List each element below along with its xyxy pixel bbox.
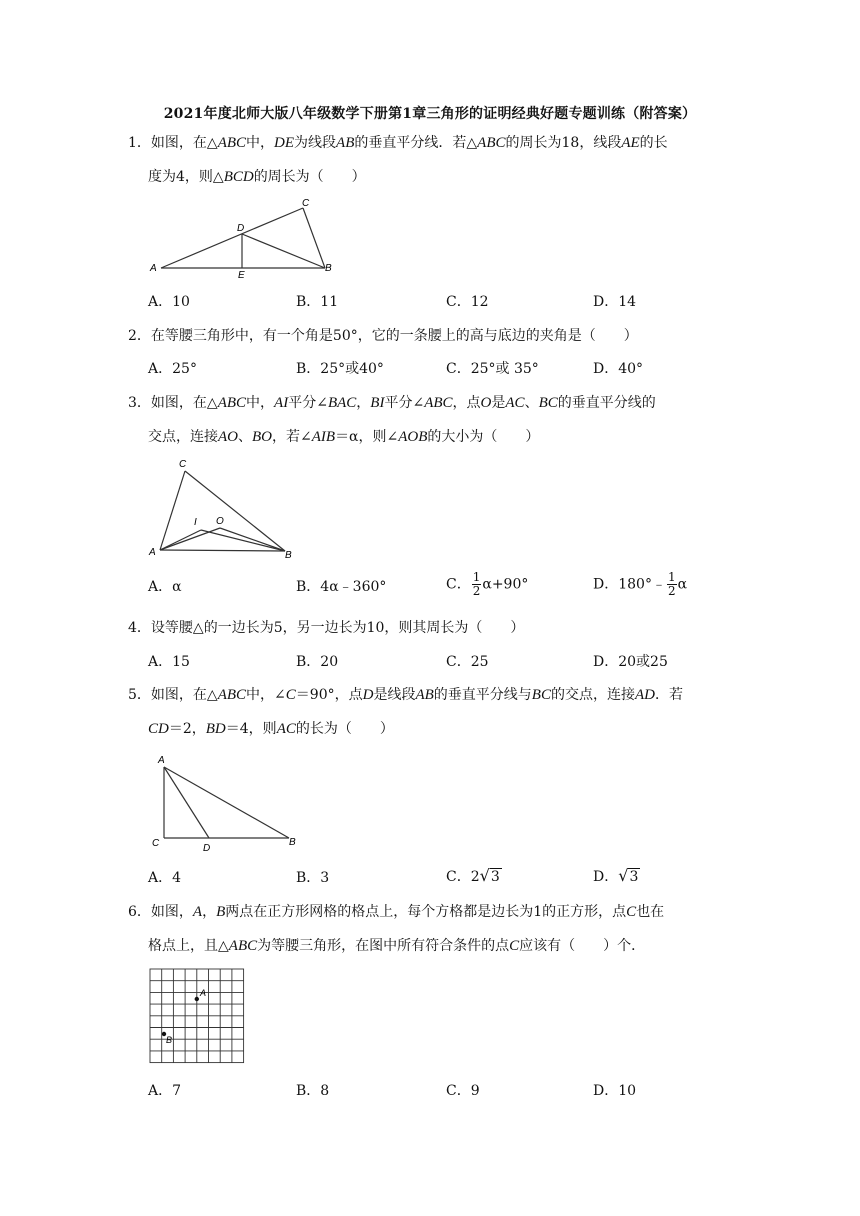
q2-option-a[interactable]: A．25°	[148, 361, 197, 377]
q3-label-C: C	[179, 459, 187, 470]
q5-label-D: D	[203, 843, 211, 854]
q1-line2: 度为4，则△BCD的周长为（ ）	[148, 169, 366, 185]
q2-option-b[interactable]: B．25°或40°	[296, 361, 384, 377]
q5-label-A: A	[158, 755, 165, 766]
q6-option-c[interactable]: C．9	[446, 1083, 480, 1099]
q3-option-b[interactable]: B．4α﹣360°	[296, 579, 387, 595]
q5-label-C: C	[152, 838, 160, 849]
q4-option-c[interactable]: C．25	[446, 654, 489, 670]
q6-label-A: A	[200, 988, 207, 998]
q3-label-B: B	[285, 550, 292, 561]
q1-line1: 1．如图，在△ABC中，DE为线段AB的垂直平分线．若△ABC的周长为18，线段AE的长	[128, 135, 668, 151]
page-title: 2021年度北师大版八年级数学下册第1章三角形的证明经典好题专题训练（附答案）	[163, 106, 697, 122]
q2-option-d[interactable]: D．40°	[593, 361, 644, 377]
q1-option-b[interactable]: B．11	[296, 294, 339, 310]
q6-line1: 6．如图，A，B两点在正方形网格的格点上，每个方格都是边长为1的正方形，点C也在	[128, 904, 665, 920]
q5-option-b[interactable]: B．3	[296, 870, 330, 886]
q1-label-A: A	[150, 263, 157, 274]
q5-figure	[145, 750, 305, 856]
q4-line1: 4．设等腰△的一边长为5，另一边长为10，则其周长为（ ）	[128, 620, 525, 636]
q1-label-B: B	[325, 263, 332, 274]
q3-c-fraction: $\frac{1}{2}$	[472, 570, 481, 598]
q5-option-a[interactable]: A．4	[148, 870, 182, 886]
q3-option-c[interactable]: C． $\frac{1}{2}$ α+90°	[446, 570, 529, 598]
q3-figure	[145, 455, 305, 563]
q3-line2: 交点，连接AO、BO，若∠AIB＝α，则∠AOB的大小为（ ）	[148, 429, 540, 445]
q6-option-a[interactable]: A．7	[148, 1083, 182, 1099]
q4-option-b[interactable]: B．20	[296, 654, 339, 670]
q4-option-a[interactable]: A．15	[148, 654, 190, 670]
q6-line2: 格点上，且△ABC为等腰三角形，在图中所有符合条件的点C应该有（ ）个．	[148, 938, 646, 954]
q1-label-C: C	[302, 198, 310, 209]
q3-label-A: A	[149, 547, 156, 558]
q3-option-d[interactable]: D．180°﹣ $\frac{1}{2}$ α	[593, 570, 688, 598]
q6-option-d[interactable]: D．10	[593, 1083, 637, 1099]
q5-line2: CD＝2，BD＝4，则AC的长为（ ）	[148, 721, 394, 737]
q5-option-c[interactable]: C．2√3	[446, 866, 500, 885]
q6-grid-figure	[145, 965, 249, 1065]
q4-option-d[interactable]: D．20或25	[593, 654, 668, 670]
q3-d-fraction: $\frac{1}{2}$	[667, 570, 676, 598]
q5-option-d[interactable]: D．√3	[593, 866, 639, 885]
q6-point-A	[195, 997, 199, 1001]
q1-option-c[interactable]: C．12	[446, 294, 489, 310]
q5-label-B: B	[289, 837, 296, 848]
q3-line1: 3．如图，在△ABC中，AI平分∠BAC，BI平分∠ABC，点O是AC、BC的垂直平分线的	[128, 395, 656, 411]
q1-label-D: D	[237, 223, 245, 234]
q3-label-I: I	[194, 517, 197, 528]
q5-line1: 5．如图，在△ABC中，∠C＝90°，点D是线段AB的垂直平分线与BC的交点，连接AD．若	[128, 687, 683, 703]
q3-label-O: O	[216, 516, 224, 527]
q2-option-c[interactable]: C．25°或 35°	[446, 361, 539, 377]
q2-line1: 2．在等腰三角形中，有一个角是50°，它的一条腰上的高与底边的夹角是（ ）	[128, 328, 638, 344]
q6-label-B: B	[166, 1035, 173, 1045]
q1-option-a[interactable]: A．10	[148, 294, 190, 310]
q1-figure	[145, 196, 345, 282]
q1-option-d[interactable]: D．14	[593, 294, 637, 310]
q6-option-b[interactable]: B．8	[296, 1083, 330, 1099]
q3-option-a[interactable]: A．α	[148, 579, 182, 595]
q1-label-E: E	[238, 270, 245, 281]
